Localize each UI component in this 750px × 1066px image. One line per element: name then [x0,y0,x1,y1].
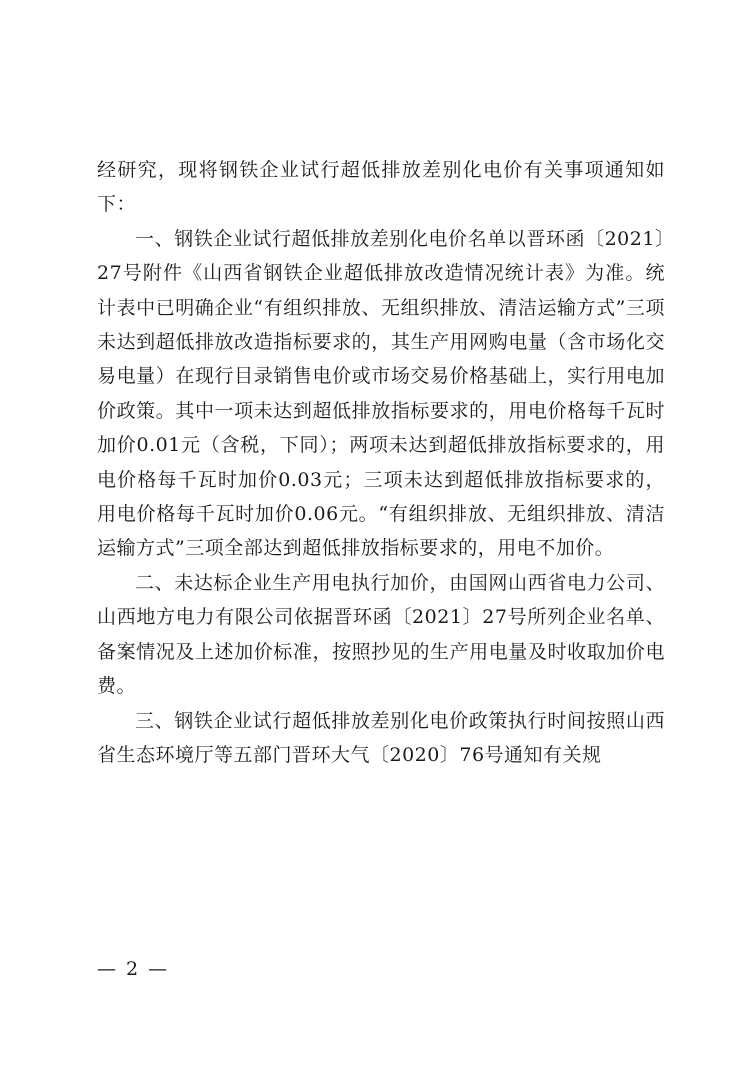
page-number: — 2 — [97,958,170,980]
paragraph-item-2: 二、未达标企业生产用电执行加价，由国网山西省电力公司、山西地方电力有限公司依据晋环函〔2021〕27号所列企业名单、备案情况及上述加价标准，按照抄见的生产用电量及时收取加价电费。 [97,571,665,698]
paragraph-item-3: 三、钢铁企业试行超低排放差别化电价政策执行时间按照山西省生态环境厅等五部门晋环大气〔2020〕76号通知有关规 [97,709,665,766]
paragraph-item-1: 一、钢铁企业试行超低排放差别化电价名单以晋环函〔2021〕27号附件《山西省钢铁企业超低排放改造情况统计表》为准。统计表中已明确企业“有组织排放、无组织排放、清洁运输方式”三项未达到超低排放改造指标要求的，其生产用网购电量（含市场化交易电量）在现行目录销售电价或市场交易价格基础上，实行用电加价政策。其中一项未达到超低排放指标要求的，用电价格每千瓦时加价0.01元（含税，下同）；两项未达到超低排放指标要求的，用电价格每千瓦时加价0.03元；三项未达到超低排放指标要求的，用电价格每千瓦时加价0.06元。“有组织排放、无组织排放、清洁运输方式”三项全部达到超低排放指标要求的，用电不加价。 [97,227,665,560]
body-text [97,153,665,772]
paragraph-intro: 经研究，现将钢铁企业试行超低排放差别化电价有关事项通知如下： [97,159,665,216]
